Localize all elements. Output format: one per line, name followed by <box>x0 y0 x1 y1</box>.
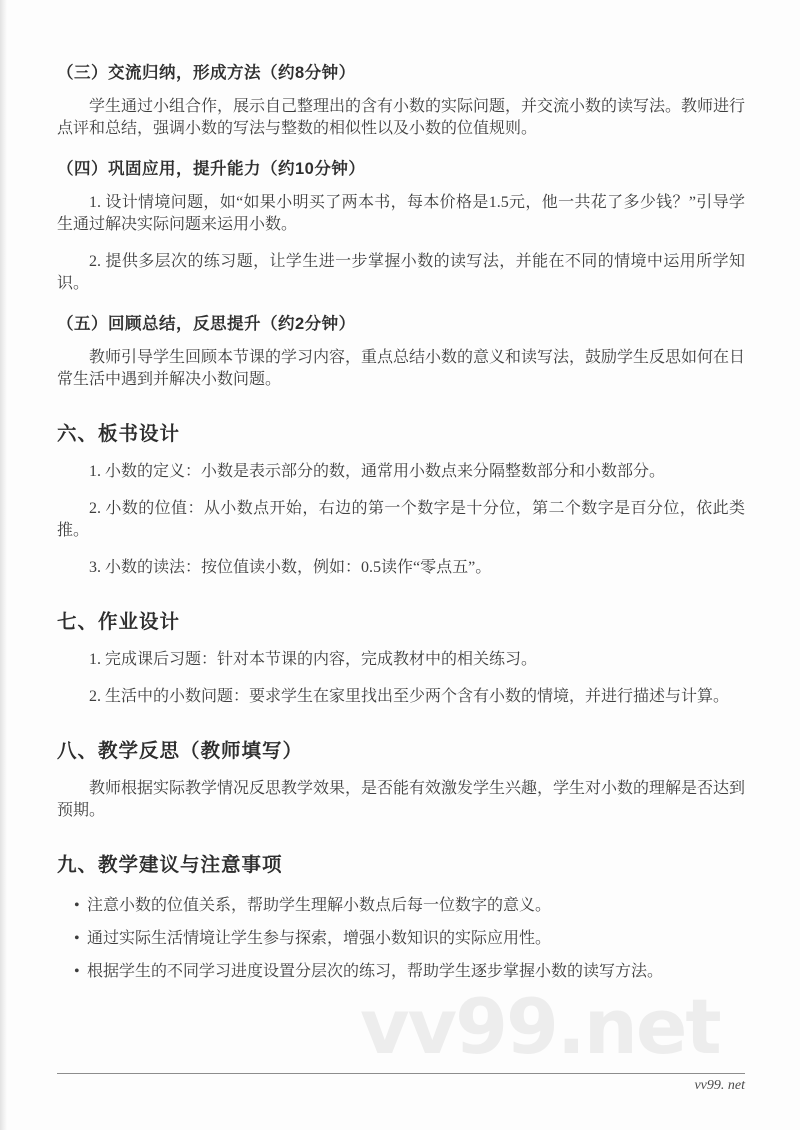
footer-site-text: vv99. net <box>694 1078 745 1093</box>
section-heading-7: 七、作业设计 <box>57 611 181 633</box>
section-heading-6: 六、板书设计 <box>57 423 181 445</box>
numbered-item: 3. 小数的读法：按位值读小数，例如：0.5读作“零点五”。 <box>89 559 492 576</box>
paragraph: 教师引导学生回顾本节课的学习内容，重点总结小数的意义和读写法，鼓励学生反思如何在日常生活中遇到并解决小数问题。 <box>57 349 746 388</box>
section-heading-8: 八、教学反思（教师填写） <box>57 740 304 762</box>
paragraph: 教师根据实际教学情况反思教学效果，是否能有效激发学生兴趣，学生对小数的理解是否达到预期。 <box>57 780 746 819</box>
numbered-item: 2. 生活中的小数问题：要求学生在家里找出至少两个含有小数的情境，并进行描述与计算。 <box>89 688 730 705</box>
section-heading-9: 九、教学建议与注意事项 <box>57 854 283 876</box>
watermark-text: vv99.net <box>360 982 720 1071</box>
note-item: • 注意小数的位值关系，帮助学生理解小数点后每一位数字的意义。 <box>57 895 745 917</box>
numbered-item: 1. 小数的定义：小数是表示部分的数，通常用小数点来分隔整数部分和小数部分。 <box>89 463 666 480</box>
paragraph: 1. 设计情境问题，如“如果小明买了两本书，每本价格是1.5元，他一共花了多少钱？”引导学生通过解决实际问题来运用小数。 <box>57 194 745 233</box>
subsection-heading-5: （五）回顾总结，反思提升（约2分钟） <box>57 315 356 333</box>
document-content <box>57 63 745 994</box>
paragraph: 学生通过小组合作，展示自己整理出的含有小数的实际问题，并交流小数的读写法。教师进行点评和总结，强调小数的写法与整数的相似性以及小数的位值规则。 <box>57 98 746 137</box>
numbered-item: 1. 完成课后习题：针对本节课的内容，完成教材中的相关练习。 <box>89 651 538 668</box>
note-item: • 通过实际生活情境让学生参与探索，增强小数知识的实际应用性。 <box>57 928 745 950</box>
numbered-item: 2. 小数的位值：从小数点开始，右边的第一个数字是十分位，第二个数字是百分位，依此类推。 <box>57 500 745 539</box>
paragraph: 2. 提供多层次的练习题，让学生进一步掌握小数的读写法，并能在不同的情境中运用所学知识。 <box>57 253 745 292</box>
footer-rule <box>57 1073 745 1074</box>
subsection-heading-4: （四）巩固应用，提升能力（约10分钟） <box>57 160 366 178</box>
subsection-heading-3: （三）交流归纳，形成方法（约8分钟） <box>57 64 356 82</box>
note-item: • 根据学生的不同学习进度设置分层次的练习，帮助学生逐步掌握小数的读写方法。 <box>57 961 745 983</box>
notes-list <box>57 895 745 983</box>
page-edge-shadow <box>0 0 7 1130</box>
